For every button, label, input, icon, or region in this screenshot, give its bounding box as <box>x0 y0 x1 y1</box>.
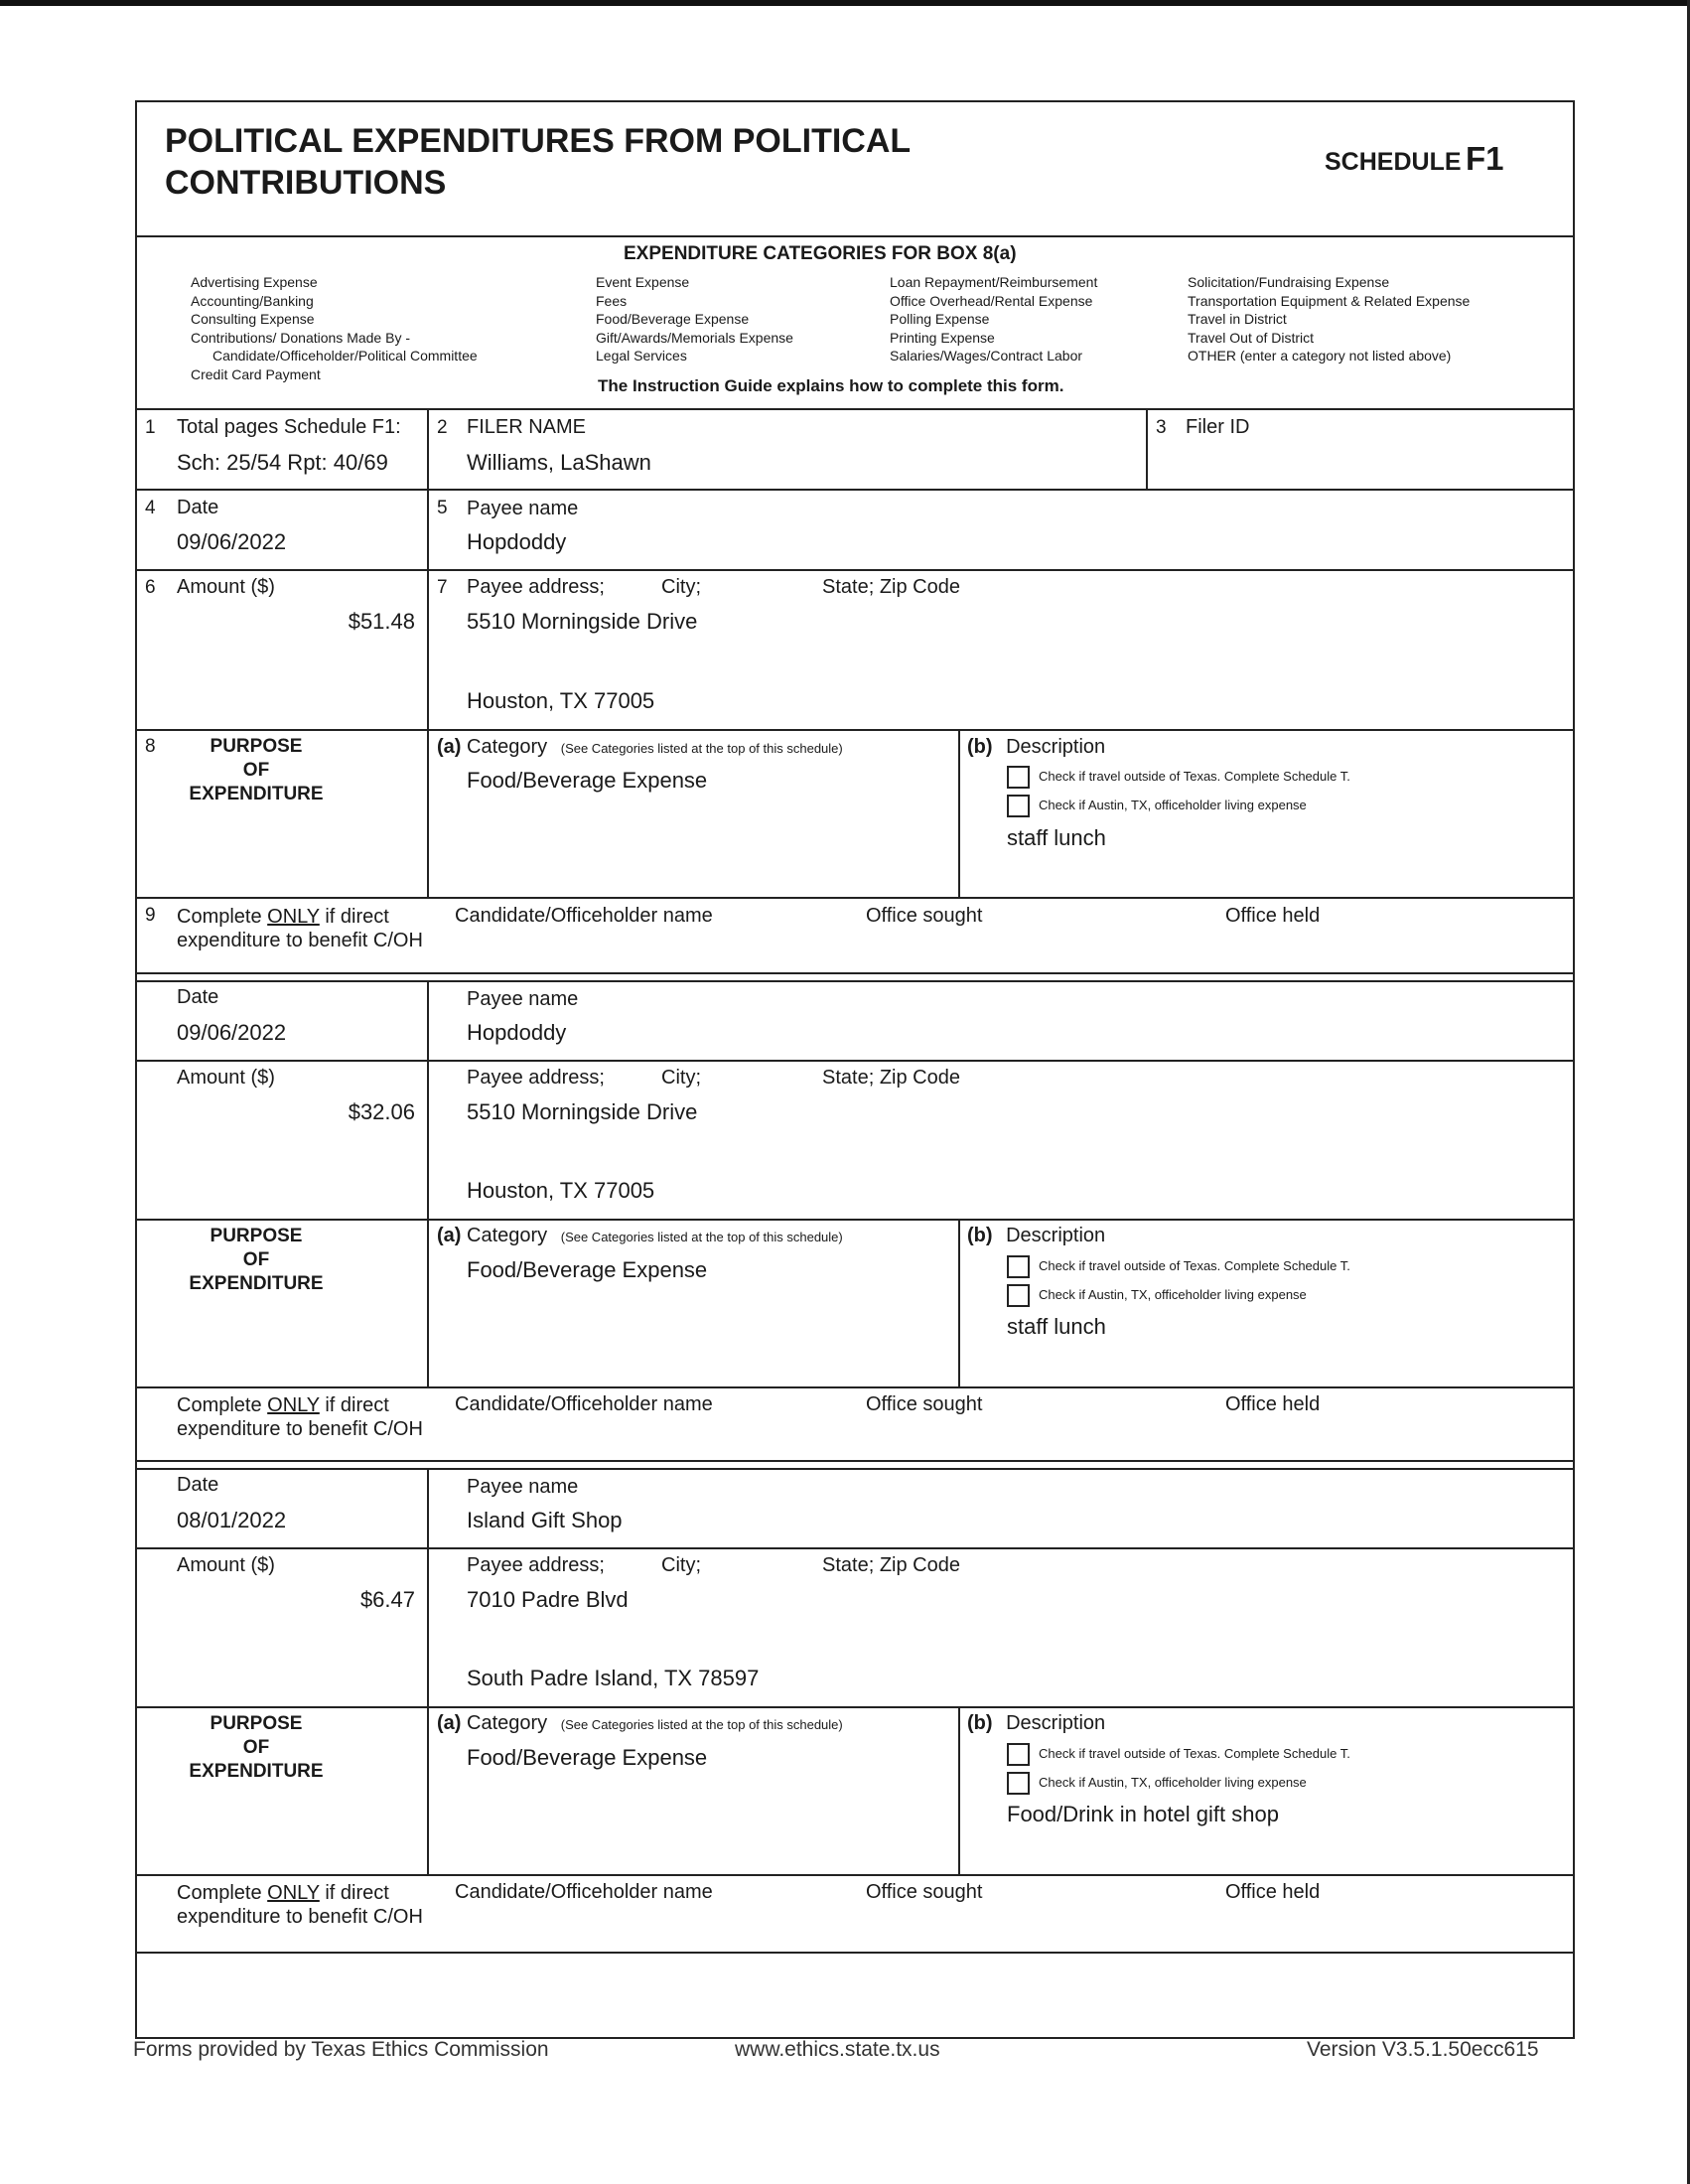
category-item: Contributions/ Donations Made By - <box>191 329 410 346</box>
description-label <box>967 736 1105 759</box>
purpose-word: EXPENDITURE <box>189 1761 324 1782</box>
address-line2: Houston, TX 77005 <box>467 688 655 713</box>
note-word: if direct <box>325 906 389 928</box>
amount-label: Amount ($) <box>177 576 275 598</box>
note-word: Complete <box>177 906 262 928</box>
city-label: City; <box>661 1554 701 1576</box>
payee-address-label: Payee address; <box>467 576 605 598</box>
description-letter: (b) <box>967 736 993 758</box>
category-word: Category <box>467 736 548 758</box>
form-title-line2: CONTRIBUTIONS <box>165 164 447 202</box>
address-line2: South Padre Island, TX 78597 <box>467 1666 760 1690</box>
form-title-line1: POLITICAL EXPENDITURES FROM POLITICAL <box>165 122 912 160</box>
filer-name-value: Williams, LaShawn <box>467 450 651 475</box>
office-held-label: Office held <box>1225 905 1321 927</box>
note-word: if direct <box>325 1394 389 1416</box>
footer-url[interactable]: www.ethics.state.tx.us <box>735 2038 940 2061</box>
category-label <box>437 1225 843 1247</box>
category-note: (See Categories listed at the top of this schedule) <box>560 1230 843 1244</box>
category-word: Category <box>467 1225 548 1246</box>
category-item: OTHER (enter a category not listed above) <box>1188 348 1452 364</box>
date-value: 09/06/2022 <box>177 529 287 554</box>
austin-checkbox-label: Check if Austin, TX, officeholder living expense <box>1039 1287 1307 1302</box>
payee-name-label: Payee name <box>467 498 579 519</box>
austin-checkbox-label: Check if Austin, TX, officeholder living expense <box>1039 1775 1307 1790</box>
note-word: expenditure to benefit C/OH <box>177 1418 423 1440</box>
category-item: Advertising Expense <box>191 274 318 290</box>
footer-version: Version V3.5.1.50ecc615 <box>1307 2038 1539 2061</box>
travel-checkbox-label: Check if travel outside of Texas. Complete Schedule T. <box>1039 1746 1350 1761</box>
purpose-word: OF <box>242 1737 270 1758</box>
description-word: Description <box>1006 1712 1106 1734</box>
purpose-word: OF <box>242 760 270 781</box>
candidate-name-label: Candidate/Officeholder name <box>455 1393 713 1415</box>
schedule-f1-form <box>135 100 1575 2039</box>
office-held-label: Office held <box>1225 1393 1321 1415</box>
candidate-name-label: Candidate/Officeholder name <box>455 905 713 927</box>
footer-provider: Forms provided by Texas Ethics Commission <box>133 2038 549 2061</box>
austin-checkbox[interactable] <box>1007 1284 1030 1307</box>
payee-name-label: Payee name <box>467 988 579 1010</box>
date-value: 09/06/2022 <box>177 1020 287 1045</box>
payee-name-value: Hopdoddy <box>467 1020 567 1045</box>
amount-label: Amount ($) <box>177 1554 275 1576</box>
city-label: City; <box>661 1067 701 1089</box>
office-sought-label: Office sought <box>866 905 983 927</box>
austin-checkbox-label: Check if Austin, TX, officeholder living expense <box>1039 798 1307 812</box>
category-item: Transportation Equipment & Related Expense <box>1188 292 1471 309</box>
date-value: 08/01/2022 <box>177 1508 287 1532</box>
categories-col3 <box>890 273 1097 365</box>
filer-name-label: FILER NAME <box>467 416 587 438</box>
office-sought-label: Office sought <box>866 1881 983 1903</box>
schedule-id <box>1325 140 1503 178</box>
category-label <box>437 736 843 759</box>
category-item: Food/Beverage Expense <box>596 311 750 327</box>
category-item: Office Overhead/Rental Expense <box>890 292 1093 309</box>
purpose-heading <box>177 735 336 806</box>
field-number: 2 <box>437 417 448 438</box>
payee-name-value: Hopdoddy <box>467 529 567 554</box>
payee-address-label: Payee address; <box>467 1067 605 1089</box>
description-value: staff lunch <box>1007 825 1106 850</box>
state-zip-label: State; Zip Code <box>822 576 960 598</box>
category-item: Printing Expense <box>890 329 995 346</box>
address-line1: 5510 Morningside Drive <box>467 609 698 634</box>
austin-checkbox[interactable] <box>1007 795 1030 817</box>
description-value: staff lunch <box>1007 1314 1106 1339</box>
date-label: Date <box>177 986 219 1008</box>
category-item: Candidate/Officeholder/Political Committee <box>212 348 478 364</box>
form-title <box>165 120 911 204</box>
purpose-word: PURPOSE <box>210 736 303 757</box>
description-label <box>967 1712 1105 1735</box>
category-value: Food/Beverage Expense <box>467 1257 708 1282</box>
purpose-heading <box>177 1712 336 1784</box>
category-letter: (a) <box>437 736 462 758</box>
travel-checkbox-label: Check if travel outside of Texas. Complete Schedule T. <box>1039 1258 1350 1273</box>
category-item: Travel Out of District <box>1188 329 1315 346</box>
city-label: City; <box>661 576 701 598</box>
category-item: Legal Services <box>596 348 687 364</box>
note-word: ONLY <box>267 1882 320 1904</box>
category-value: Food/Beverage Expense <box>467 768 708 793</box>
schedule-label: SCHEDULE <box>1325 148 1462 176</box>
category-item: Salaries/Wages/Contract Labor <box>890 348 1083 364</box>
purpose-word: OF <box>242 1249 270 1270</box>
description-word: Description <box>1006 1225 1106 1246</box>
category-item: Loan Repayment/Reimbursement <box>890 274 1098 290</box>
address-line1: 5510 Morningside Drive <box>467 1099 698 1124</box>
amount-label: Amount ($) <box>177 1067 275 1089</box>
description-label <box>967 1225 1105 1247</box>
category-item: Solicitation/Fundraising Expense <box>1188 274 1390 290</box>
field-number: 6 <box>145 577 156 598</box>
amount-value: $51.48 <box>348 609 415 634</box>
note-word: expenditure to benefit C/OH <box>177 930 423 951</box>
schedule-number: F1 <box>1465 140 1504 177</box>
category-letter: (a) <box>437 1712 462 1734</box>
categories-col1 <box>191 273 478 383</box>
note-word: if direct <box>325 1882 389 1904</box>
category-item: Event Expense <box>596 274 690 290</box>
amount-value: $32.06 <box>348 1099 415 1124</box>
category-word: Category <box>467 1712 548 1734</box>
complete-only-note <box>177 1393 423 1441</box>
total-pages-value: Sch: 25/54 Rpt: 40/69 <box>177 450 388 475</box>
payee-name-label: Payee name <box>467 1476 579 1498</box>
office-held-label: Office held <box>1225 1881 1321 1903</box>
field-number: 8 <box>145 736 156 757</box>
travel-checkbox[interactable] <box>1007 1255 1030 1278</box>
category-note: (See Categories listed at the top of this schedule) <box>560 1717 843 1732</box>
payee-address-label: Payee address; <box>467 1554 605 1576</box>
candidate-name-label: Candidate/Officeholder name <box>455 1881 713 1903</box>
category-note: (See Categories listed at the top of this schedule) <box>560 741 843 756</box>
field-number: 3 <box>1156 417 1167 438</box>
note-word: ONLY <box>267 906 320 928</box>
address-line2: Houston, TX 77005 <box>467 1178 655 1203</box>
field-number: 9 <box>145 905 156 926</box>
category-item: Travel in District <box>1188 311 1287 327</box>
filer-id-label: Filer ID <box>1186 416 1250 438</box>
note-word: Complete <box>177 1394 262 1416</box>
state-zip-label: State; Zip Code <box>822 1554 960 1576</box>
purpose-word: EXPENDITURE <box>189 784 324 804</box>
austin-checkbox[interactable] <box>1007 1772 1030 1795</box>
category-item: Accounting/Banking <box>191 292 314 309</box>
note-word: Complete <box>177 1882 262 1904</box>
purpose-heading <box>177 1225 336 1296</box>
category-letter: (a) <box>437 1225 462 1246</box>
date-label: Date <box>177 497 219 518</box>
purpose-word: PURPOSE <box>210 1713 303 1734</box>
category-item: Fees <box>596 292 628 309</box>
payee-name-value: Island Gift Shop <box>467 1508 623 1532</box>
category-item: Gift/Awards/Memorials Expense <box>596 329 793 346</box>
category-item: Polling Expense <box>890 311 990 327</box>
state-zip-label: State; Zip Code <box>822 1067 960 1089</box>
date-label: Date <box>177 1474 219 1496</box>
categories-col4 <box>1188 273 1470 365</box>
field-number: 1 <box>145 417 156 438</box>
description-letter: (b) <box>967 1225 993 1246</box>
purpose-word: PURPOSE <box>210 1226 303 1246</box>
category-label <box>437 1712 843 1735</box>
description-word: Description <box>1006 736 1106 758</box>
purpose-word: EXPENDITURE <box>189 1273 324 1294</box>
total-pages-label: Total pages Schedule F1: <box>177 416 401 438</box>
field-number: 4 <box>145 498 156 518</box>
description-value: Food/Drink in hotel gift shop <box>1007 1802 1279 1826</box>
category-item: Consulting Expense <box>191 311 315 327</box>
travel-checkbox-label: Check if travel outside of Texas. Complete Schedule T. <box>1039 769 1350 784</box>
address-line1: 7010 Padre Blvd <box>467 1587 629 1612</box>
complete-only-note <box>177 905 423 952</box>
categories-col2 <box>596 273 793 365</box>
office-sought-label: Office sought <box>866 1393 983 1415</box>
complete-only-note <box>177 1881 423 1929</box>
field-number: 7 <box>437 577 448 598</box>
scan-edge-top <box>0 0 1690 6</box>
note-word: ONLY <box>267 1394 320 1416</box>
field-number: 5 <box>437 498 448 518</box>
travel-checkbox[interactable] <box>1007 766 1030 789</box>
category-item: Credit Card Payment <box>191 365 321 382</box>
note-word: expenditure to benefit C/OH <box>177 1906 423 1928</box>
categories-heading: EXPENDITURE CATEGORIES FOR BOX 8(a) <box>624 243 1017 264</box>
instruction-note: The Instruction Guide explains how to complete this form. <box>598 376 1064 395</box>
travel-checkbox[interactable] <box>1007 1743 1030 1766</box>
amount-value: $6.47 <box>359 1587 415 1612</box>
description-letter: (b) <box>967 1712 993 1734</box>
category-value: Food/Beverage Expense <box>467 1745 708 1770</box>
